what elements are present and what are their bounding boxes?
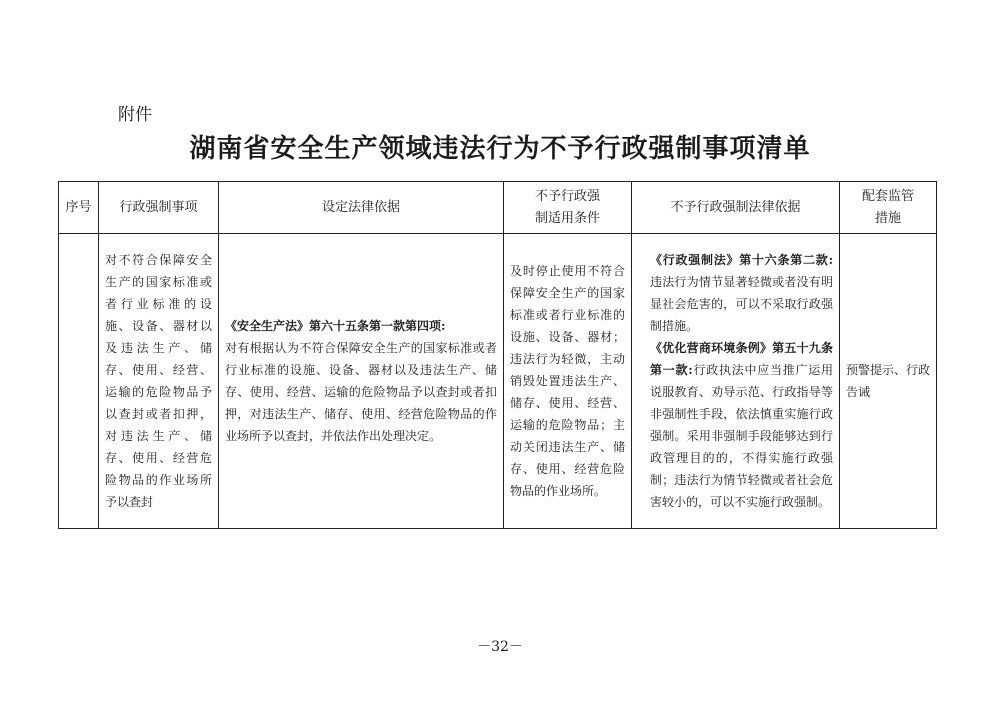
basis-law-text: 对有根据认为不符合保障安全生产的国家标准或者行业标准的设施、设备、器材以及违法生产、储存、使用、经营、运输的危险物品予以查封或者扣押，对违法生产、储存、使用、经营危险物品的作业场所予以查封，并依法作出处理决定。	[225, 341, 497, 443]
basis-law-name: 《安全生产法》第六十五条第一款第四项:	[225, 319, 446, 333]
document-title: 湖南省安全生产领域违法行为不予行政强制事项清单	[189, 134, 811, 164]
col-header-basis: 设定法律依据	[219, 182, 504, 234]
col-header-index: 序号	[59, 182, 99, 234]
table-row	[59, 234, 937, 529]
table-header-row	[59, 182, 937, 234]
exempt-basis-para-2	[638, 337, 833, 513]
exempt-law-ref-1: 《行政强制法》第十六条第二款:	[650, 253, 833, 267]
exempt-basis-para-1	[638, 249, 833, 337]
cell-item: 对不符合保障安全生产的国家标准或者行业标准的设施、设备、器材以及违法生产、储存、使用、经营、运输的危险物品予以查封或者扣押，对违法生产、储存、使用、经营危险物品的作业场所予以查封	[99, 234, 219, 529]
page-number: －32－	[477, 639, 523, 655]
exempt-law-ref-2: 《优化营商环境条例》第五十九条第一款:	[650, 341, 833, 377]
cell-exempt-basis	[632, 234, 840, 529]
cell-basis	[219, 234, 504, 529]
exempt-law-text-1: 违法行为情节显著轻微或者没有明显社会危害的，可以不采取行政强制措施。	[650, 275, 833, 333]
col-header-condition	[504, 182, 632, 234]
cell-condition: 及时停止使用不符合保障安全生产的国家标准或者行业标准的设施、设备、器材；违法行为轻微，主动销毁处置违法生产、储存、使用、经营、运输的危险物品；主动关闭违法生产、储存、使用、经营危险物品的作业场所。	[504, 234, 632, 529]
col-header-measures	[840, 182, 937, 234]
cell-index	[59, 234, 99, 529]
exempt-law-text-2: 行政执法中应当推广运用说服教育、劝导示范、行政指导等非强制性手段，依法慎重实施行政强制。采用非强制手段能够达到行政管理目的的，不得实施行政强制；违法行为情节轻微或者社会危害较小的，可以不实施行政强制。	[650, 363, 833, 509]
col-header-item: 行政强制事项	[99, 182, 219, 234]
enforcement-list-table	[58, 181, 937, 529]
attachment-label: 附件	[118, 105, 152, 125]
col-header-exempt-basis: 不予行政强制法律依据	[632, 182, 840, 234]
col-header-measures-text: 配套监管措施	[861, 188, 914, 226]
col-header-condition-text: 不予行政强制适用条件	[534, 188, 600, 226]
cell-measures: 预警提示、行政告诫	[840, 234, 937, 529]
